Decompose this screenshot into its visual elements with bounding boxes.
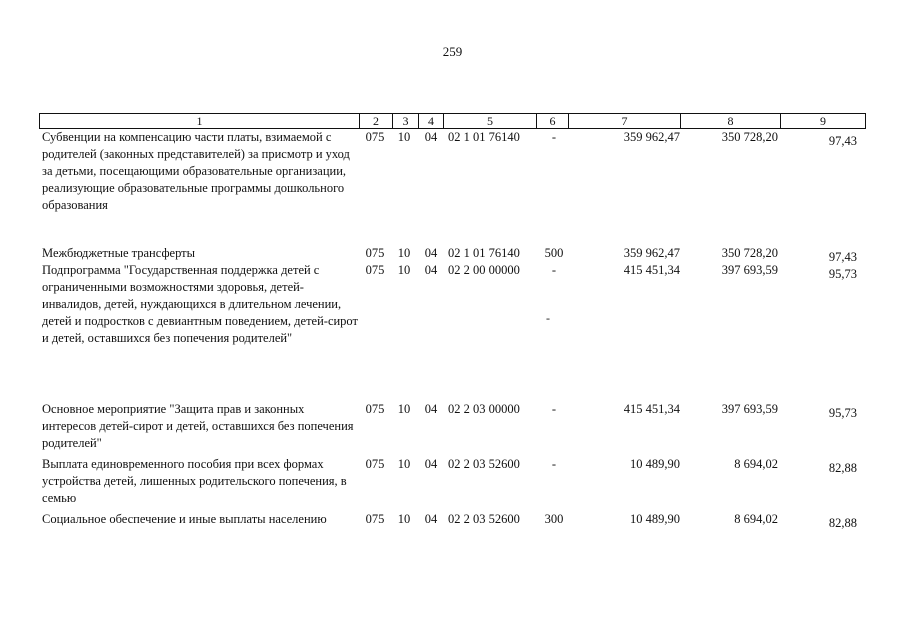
header-cell-4: 4 <box>419 114 444 128</box>
row-col-5: 02 2 03 00000 <box>448 402 520 416</box>
header-cell-5: 5 <box>444 114 537 128</box>
row-col-7: 415 451,34 <box>623 263 680 277</box>
table-header-row <box>39 113 866 129</box>
row-col-5: 02 2 00 00000 <box>448 263 520 277</box>
header-cell-6: 6 <box>537 114 569 128</box>
row-col-9: 97,43 <box>828 134 857 148</box>
row-col-2: 075 <box>365 512 385 526</box>
row-col-7: 415 451,34 <box>623 402 680 416</box>
stray-dash-mark: - <box>546 311 550 325</box>
row-col-6: 500 <box>544 246 564 260</box>
row-col-8: 397 693,59 <box>721 402 778 416</box>
row-col-4: 04 <box>424 512 438 526</box>
row-col-6: - <box>551 402 557 416</box>
row-col-2: 075 <box>365 457 385 471</box>
header-cell-3: 3 <box>393 114 419 128</box>
header-cell-8: 8 <box>681 114 781 128</box>
header-cell-9: 9 <box>820 114 826 128</box>
header-cell-2: 2 <box>360 114 393 128</box>
row-col-6: - <box>551 263 557 277</box>
page-number: 259 <box>442 44 463 59</box>
row-col-9: 82,88 <box>828 461 857 475</box>
row-col-9: 82,88 <box>828 516 857 530</box>
row-description: Межбюджетные трансферты <box>42 246 196 260</box>
header-cell-1: 1 <box>40 114 360 128</box>
row-col-4: 04 <box>424 263 438 277</box>
row-col-7: 359 962,47 <box>623 246 680 260</box>
row-col-7: 359 962,47 <box>623 130 680 144</box>
row-description: Подпрограмма "Государственная поддержка детей с ограниченными возможностями здоровья, детей-инвалидов, детей, нуждающихся в длительном лечении, детей и подростков с девиантным поведением, детей-сирот и детей, оставшихся без попечения родителей" <box>42 263 358 345</box>
row-description: Выплата единовременного пособия при всех формах устройства детей, лишенных родительского попечения, в семью <box>42 457 347 505</box>
row-col-2: 075 <box>365 130 385 144</box>
row-col-6: - <box>551 457 557 471</box>
row-col-9: 95,73 <box>828 406 857 420</box>
row-col-4: 04 <box>424 246 438 260</box>
row-col-5: 02 2 03 52600 <box>448 512 520 526</box>
row-col-3: 10 <box>397 263 411 277</box>
row-col-9: 95,73 <box>828 267 857 281</box>
row-col-6: - <box>551 130 557 144</box>
row-col-7: 10 489,90 <box>630 512 680 526</box>
row-col-9: 97,43 <box>828 250 857 264</box>
row-col-3: 10 <box>397 246 411 260</box>
row-col-5: 02 1 01 76140 <box>448 246 520 260</box>
row-description: Основное мероприятие "Защита прав и законных интересов детей-сирот и детей, оставшихся без попечения родителей" <box>42 402 354 450</box>
row-col-2: 075 <box>365 402 385 416</box>
row-col-2: 075 <box>365 246 385 260</box>
row-col-4: 04 <box>424 130 438 144</box>
row-col-8: 397 693,59 <box>721 263 778 277</box>
row-col-8: 8 694,02 <box>734 457 778 471</box>
row-col-5: 02 1 01 76140 <box>448 130 520 144</box>
row-col-4: 04 <box>424 402 438 416</box>
row-col-8: 350 728,20 <box>721 246 778 260</box>
row-col-7: 10 489,90 <box>630 457 680 471</box>
row-col-8: 350 728,20 <box>721 130 778 144</box>
row-col-8: 8 694,02 <box>734 512 778 526</box>
row-description: Субвенции на компенсацию части платы, взимаемой с родителей (законных представителей) за присмотр и уход за детьми, посещающими образовательные организации, реализующие образовательные программы дошкольного образования <box>42 130 350 212</box>
header-cell-7: 7 <box>569 114 681 128</box>
row-col-2: 075 <box>365 263 385 277</box>
row-col-5: 02 2 03 52600 <box>448 457 520 471</box>
row-col-6: 300 <box>544 512 564 526</box>
row-col-4: 04 <box>424 457 438 471</box>
row-col-3: 10 <box>397 512 411 526</box>
row-col-3: 10 <box>397 130 411 144</box>
row-description: Социальное обеспечение и иные выплаты населению <box>42 512 327 526</box>
row-col-3: 10 <box>397 402 411 416</box>
row-col-3: 10 <box>397 457 411 471</box>
